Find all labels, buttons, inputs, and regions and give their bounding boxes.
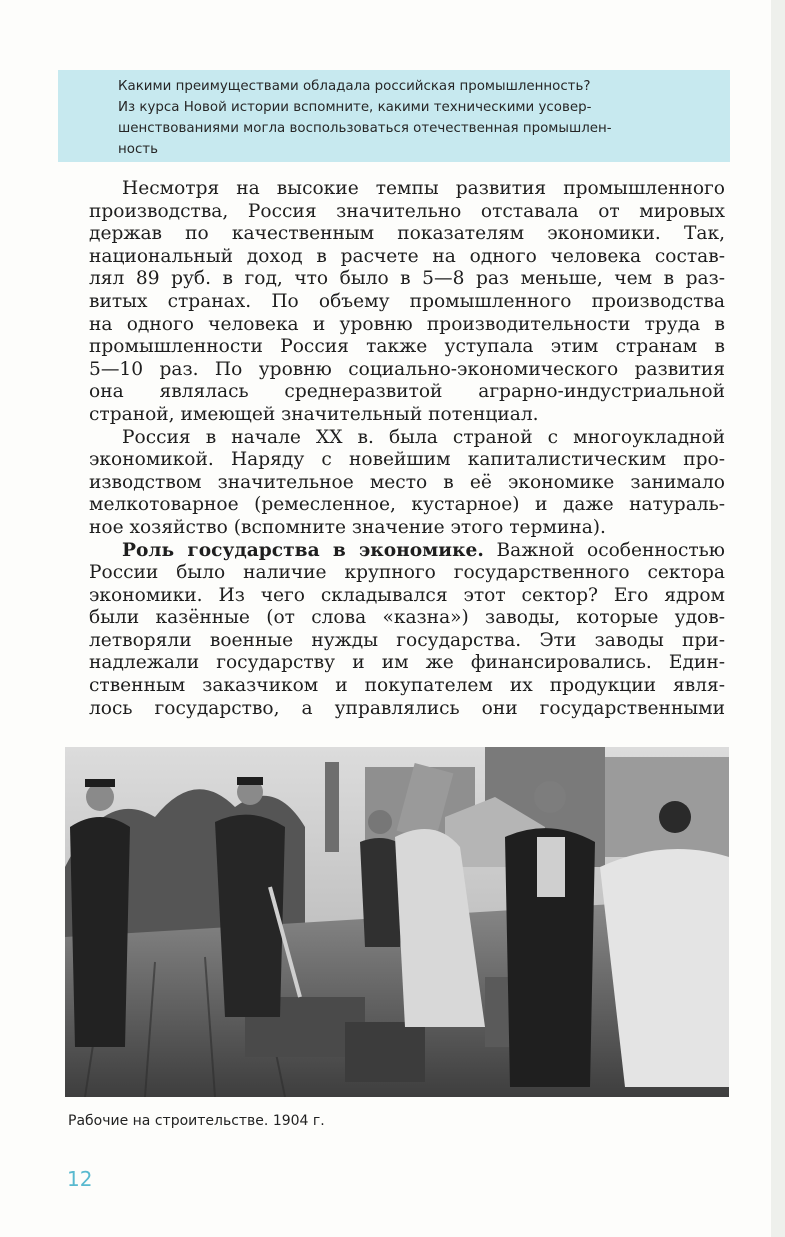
photo-illustration xyxy=(65,747,729,1097)
page-number: 12 xyxy=(67,1167,93,1191)
text-line: России было наличие крупного государственного сектора xyxy=(89,562,725,584)
text-line: надлежали государству и им же финансировались. Един- xyxy=(89,652,725,674)
text-line: 5—10 раз. По уровню социально-экономического развития xyxy=(89,358,725,380)
photo-caption: Рабочие на строительстве. 1904 г. xyxy=(68,1113,325,1129)
text-line: лял 89 руб. в год, что было в 5—8 раз меньше, чем в раз- xyxy=(89,268,725,290)
photo-chimney xyxy=(325,762,339,852)
text-line: она являлась среднеразвитой аграрно-индустриальной xyxy=(89,381,725,403)
text-line: изводством значительное место в её экономике занимало xyxy=(89,471,725,493)
text-line: экономики. Из чего складывался этот сектор? Его ядром xyxy=(89,584,725,606)
text-line: Несмотря на высокие темпы развития промышленного xyxy=(122,178,725,199)
main-text xyxy=(89,178,725,720)
section-heading: Роль государства в экономике. xyxy=(122,539,484,561)
text-line: летворяли военные нужды государства. Эти заводы при- xyxy=(89,629,725,651)
text-line: промышленности Россия также уступала этим странам в xyxy=(89,336,725,358)
text-line: держав по качественным показателям экономики. Так, xyxy=(89,223,725,245)
question-line: шенствованиями могла воспользоваться отечественная промышлен- xyxy=(118,121,612,136)
workers-photo xyxy=(65,747,729,1097)
paragraph-multistructural xyxy=(89,427,725,540)
text-line: витых странах. По объему промышленного производства xyxy=(89,290,725,312)
text-line: экономикой. Наряду с новейшим капиталистическим про- xyxy=(89,449,725,471)
text-line: ственным заказчиком и покупателем их продукции явля- xyxy=(89,675,725,697)
question-line: ность xyxy=(118,142,159,157)
text-line: производства, Россия значительно отставала от мировых xyxy=(89,200,725,222)
question-line: Из курса Новой истории вспомните, какими техническими усовер- xyxy=(118,100,592,115)
text-line xyxy=(89,540,725,563)
paragraph-state-role xyxy=(89,540,725,721)
paragraph-economy-lag xyxy=(89,178,725,427)
photo-bricks xyxy=(345,1022,425,1082)
review-question xyxy=(118,76,730,160)
text-line: лось государство, а управлялись они государственными xyxy=(89,697,725,719)
page-edge xyxy=(771,0,785,1237)
text-line: ное хозяйство (вспомните значение этого термина). xyxy=(89,516,606,538)
text-line: на одного человека и уровню производительности труда в xyxy=(89,313,725,335)
text-line: мелкотоварное (ремесленное, кустарное) и даже натураль- xyxy=(89,494,725,516)
question-line: Какими преимуществами обладала российская промышленность? xyxy=(118,79,591,94)
text-line: Россия в начале XX в. была страной с многоукладной xyxy=(122,426,725,448)
text-line: страной, имеющей значительный потенциал. xyxy=(89,403,539,425)
heading-line-rest: Важной особенностью xyxy=(496,539,725,561)
text-line: национальный доход в расчете на одного человека состав- xyxy=(89,245,725,267)
text-line: были казённые (от слова «казна») заводы, которые удов- xyxy=(89,607,725,629)
